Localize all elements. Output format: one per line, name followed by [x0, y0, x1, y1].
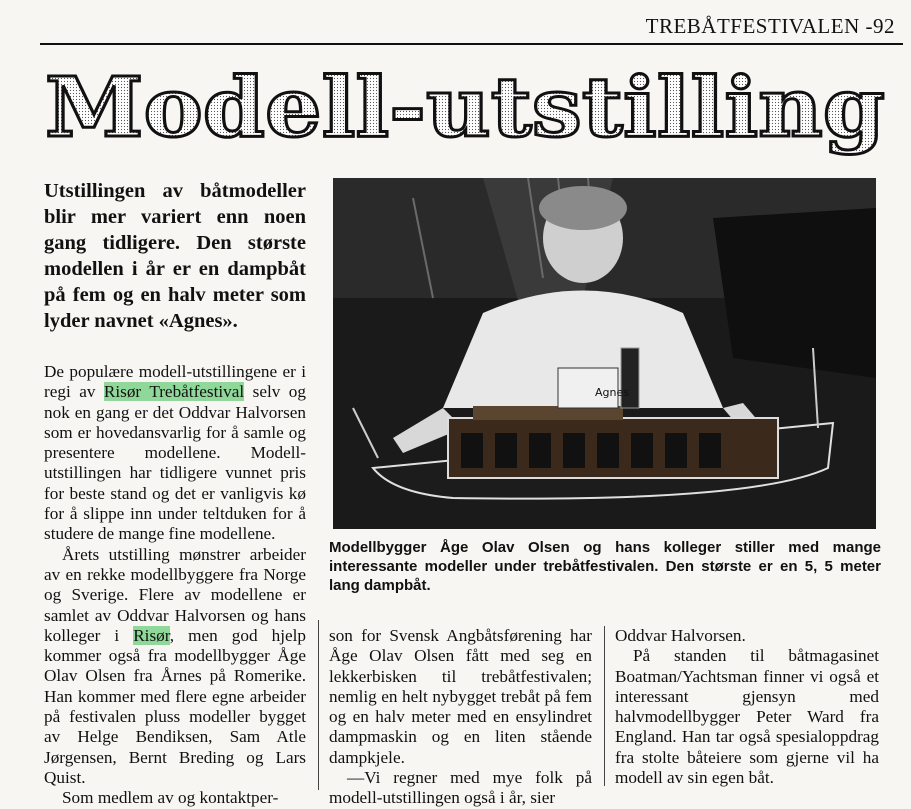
header-rule	[40, 43, 903, 45]
col2-paragraph-2: —Vi regner med mye folk på modell-utstillingen også i år, sier	[329, 768, 592, 808]
column-1	[44, 362, 306, 809]
page-header	[0, 0, 911, 44]
photo-illustration	[333, 178, 876, 529]
column-divider-2	[604, 626, 605, 786]
headline	[30, 56, 900, 156]
headline-text: Modell-utstilling	[45, 60, 885, 156]
column-divider-1	[318, 620, 319, 790]
col1-paragraph-3: Som medlem av og kontaktper-	[62, 788, 279, 808]
highlight-risor: Risør	[133, 625, 170, 645]
boat-name-label: Agnes	[595, 386, 629, 399]
highlight-risor-trebatfestival: Risør Trebåtfestival	[103, 382, 245, 402]
headline-outline-text	[30, 56, 900, 156]
col1-paragraph-2	[44, 545, 306, 789]
section-title: TREBÅTFESTIVALEN -92	[645, 14, 895, 38]
col1-p2-text-b: , men god hjelp kommer også fra modellbygger Åge Olav Olsen fra Årnes på Romerike. Han kommer med flere egne arbeider på festivalen pluss modeller bygget av Helge Bendiksen, Sam Atle Jørgensen, Bernt Breding og Lars Quist.	[44, 625, 306, 787]
column-3	[615, 626, 879, 788]
col3-paragraph-1: Oddvar Halvorsen.	[615, 626, 746, 645]
col1-p1-text-a: De populære modell-utstillingene er i regi av	[44, 362, 306, 402]
lead-paragraph: Utstillingen av båtmodeller blir mer variert enn noen gang tidligere. Den største modellen i år er en dampbåt på fem og en halv meter som lyder navnet «Agnes».	[44, 180, 306, 332]
photo-caption: Modellbygger Åge Olav Olsen og hans kolleger stiller med mange interessante modeller under trebåtfestivalen. Den største er en 5, 5 meter lang dampbåt.	[329, 539, 881, 594]
col3-paragraph-2: På standen til båtmagasinet Boatman/Yachtsman finner vi også et interessant gjensyn med halvmodellbygger Peter Ward fra England. Han tar også spesialoppdrag fra stolte båteiere som gjerne vil ha modell av sin egen båt.	[615, 646, 879, 788]
col1-p2-text-a: Årets utstilling mønstrer arbeider av en rekke modellbyggere fra Norge og Sverige. Flere av modellene er samlet av Oddvar Halvorsen og hans kolleger i	[44, 544, 306, 645]
column-2	[329, 626, 592, 809]
col1-paragraph-1	[44, 362, 306, 545]
col2-paragraph-1: son for Svensk Angbåtsførening har Åge Olav Olsen fått med seg en lekkerbisken til trebåtfestivalen; nemlig en helt nybygget trebåt på fem og en halv meter med en ensylindret dampmaskin og en liten stående dampkjele.	[329, 626, 592, 767]
col1-p1-text-b: selv og nok en gang er det Oddvar Halvorsen som er hovedansvarlig for å samle og presentere modellene. Modell- utstillingen har tidligere vunnet pris for beste stand og det er vanligvis kø for å slippe inn under teltduken for å studere de mange fine modellene.	[44, 382, 306, 544]
photo	[333, 178, 876, 529]
